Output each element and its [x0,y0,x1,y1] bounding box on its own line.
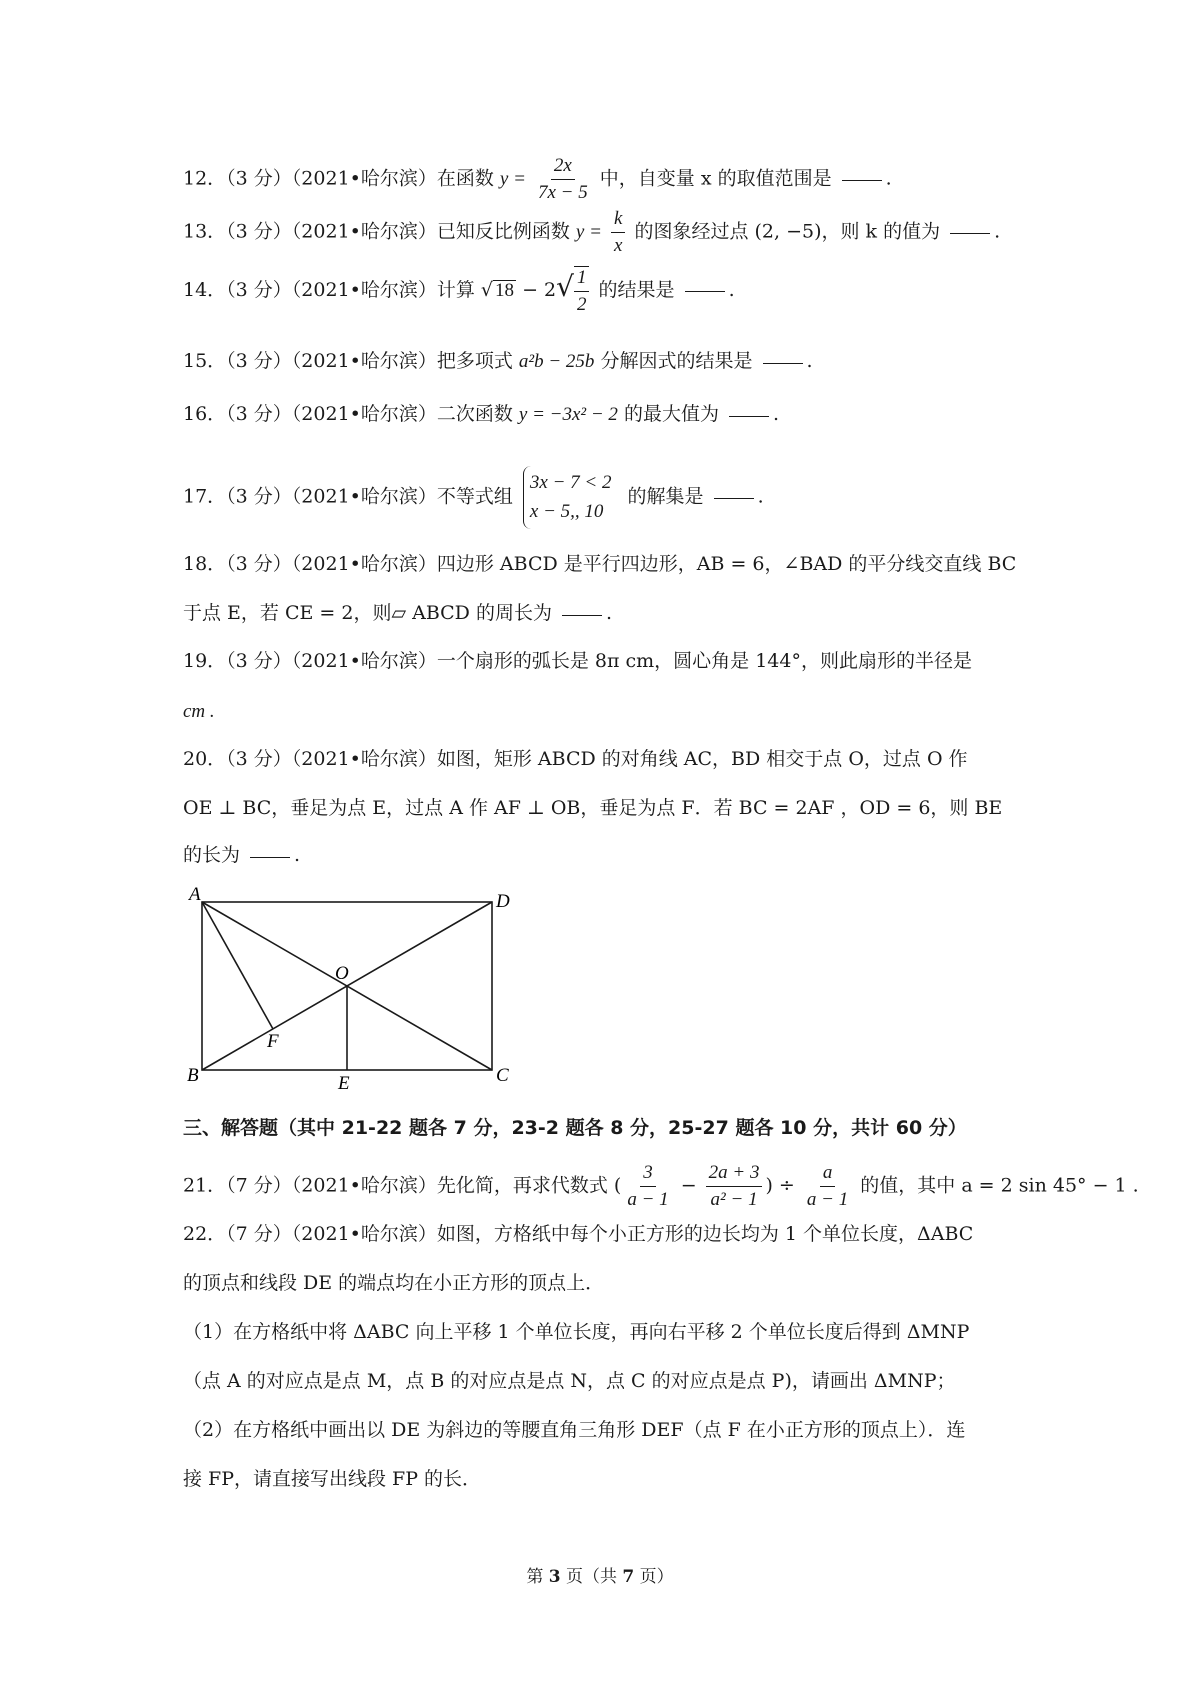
question-22-line-1: 22．（7 分）（2021•哈尔滨）如图，方格纸中每个小正方形的边长均为 1 个单位长度，ΔABC [183,1223,974,1245]
question-22-line-3: （1）在方格纸中将 ΔABC 向上平移 1 个单位长度，再向右平移 2 个单位长度后得到 ΔMNP [183,1321,970,1343]
q14-radicand: 18 [495,279,515,301]
q15-end: . [806,350,813,372]
q21-fraction-2 [706,1162,763,1211]
q13-end: . [994,220,1001,243]
page-number: 3 [548,1567,561,1587]
q14-denominator: 2 [576,293,587,315]
q20-end: . [294,844,301,866]
q15-prefix: 15．（3 分）（2021•哈尔滨）把多项式 [183,350,519,372]
q17-end: . [757,485,764,508]
rectangle-diagram [185,885,515,1090]
q14-mid: − 2 [522,278,557,301]
footer-text-c: 页） [634,1567,674,1587]
footer-text-b: 页（共 [560,1567,623,1587]
q13-prefix: 13．（3 分）（2021•哈尔滨）已知反比例函数 [183,220,576,243]
question-22-line-2: 的顶点和线段 DE 的端点均在小正方形的顶点上． [183,1272,605,1294]
total-pages: 7 [622,1567,635,1587]
q21-f1-denominator: a − 1 [627,1188,669,1210]
question-20-line-2: OE ⊥ BC，垂足为点 E，过点 A 作 AF ⊥ OB，垂足为点 F．若 BC = 2AF ，OD = 6，则 BE [183,797,1003,819]
section-3-heading: 三、解答题（其中 21-22 题各 7 分，23-2 题各 8 分，25-27 题各 10 分，共计 60 分） [183,1117,967,1139]
question-22-line-6: 接 FP，请直接写出线段 FP 的长． [183,1468,482,1490]
question-22-line-5: （2）在方格纸中画出以 DE 为斜边的等腰直角三角形 DEF（点 F 在小正方形的顶点上）．连 [183,1419,966,1441]
question-15 [183,352,813,371]
answer-blank [763,361,803,364]
answer-blank [685,289,725,292]
label-f: F [267,1031,279,1052]
question-19-line-1: 19．（3 分）（2021•哈尔滨）一个扇形的弧长是 8π cm，圆心角是 144°，则此扇形的半径是 [183,650,972,672]
q12-fraction [535,155,591,204]
question-19-line-2: cm . [183,701,215,722]
q21-f3-denominator: a − 1 [806,1188,849,1210]
q21-f2-denominator: a² − 1 [710,1188,758,1210]
q12-end: . [885,167,892,190]
answer-blank [562,613,602,616]
q14-prefix: 14．（3 分）（2021•哈尔滨）计算 [183,278,481,301]
q21-suffix: 的值，其中 a = 2 sin 45° − 1 . [854,1174,1139,1197]
q17-suffix: 的解集是 [627,485,710,508]
q21-minus: − [674,1174,703,1197]
question-20-line-1: 20．（3 分）（2021•哈尔滨）如图，矩形 ABCD 的对角线 AC，BD 相交于点 O，过点 O 作 [183,748,968,770]
q14-numerator: 1 [574,267,590,292]
question-13 [183,208,1000,257]
q14-fraction [574,266,590,316]
q18-end: . [605,602,613,624]
answer-blank [950,231,990,234]
question-18-line-2 [183,604,612,623]
q21-prefix: 21．（7 分）（2021•哈尔滨）先化简，再求代数式 ( [183,1174,622,1197]
segment-af [202,902,273,1029]
q14-suffix: 的结果是 [598,278,681,301]
q17-line-1: 3x − 7 < 2 [529,472,612,493]
question-12 [183,155,892,204]
label-b: B [187,1065,199,1086]
q14-end: . [728,278,735,301]
label-a: A [189,885,201,905]
q13-mid: 的图象经过点 (2, −5)，则 k 的值为 [634,220,947,243]
q21-divide: ) ÷ [765,1174,801,1197]
q16-expression: y = −3x² − 2 [518,404,618,425]
q13-numerator: k [611,208,625,233]
q21-f2-numerator: 2a + 3 [706,1162,763,1187]
q13-fraction [611,208,625,257]
q12-numerator: 2x [551,155,575,180]
sqrt-icon: √ [480,278,494,301]
question-20-line-3 [183,846,300,865]
q12-denominator: 7x − 5 [537,181,588,203]
footer-text-a: 第 [526,1567,549,1587]
label-o: O [335,963,349,984]
q15-expression: a²b − 25b [518,351,595,372]
q21-fraction-3 [804,1162,851,1211]
q12-suffix: 中，自变量 x 的取值范围是 [599,167,838,190]
q16-end: . [773,403,780,425]
q17-prefix: 17．（3 分）（2021•哈尔滨）不等式组 [183,485,513,508]
q17-line-2: x − 5,, 10 [529,500,604,522]
q21-f3-numerator: a [820,1162,836,1187]
question-22-line-4: （点 A 的对应点是点 M，点 B 的对应点是点 N，点 C 的对应点是点 P)，请画出 ΔMNP； [183,1370,956,1392]
question-14 [183,266,735,316]
answer-blank [250,855,290,858]
q21-f1-numerator: 3 [640,1162,656,1187]
q13-denominator: x [613,234,623,256]
question-17 [183,466,764,529]
q16-suffix: 的最大值为 [623,403,726,425]
q21-fraction-1 [624,1162,671,1211]
question-18-line-1: 18．（3 分）（2021•哈尔滨）四边形 ABCD 是平行四边形，AB = 6，∠BAD 的平分线交直线 BC [183,553,1017,575]
q16-prefix: 16．（3 分）（2021•哈尔滨）二次函数 [183,403,519,425]
question-16 [183,405,779,424]
label-d: D [496,891,510,912]
q18-line-2-text: 于点 E，若 CE = 2，则▱ ABCD 的周长为 [183,602,558,624]
q12-y: y = [499,168,526,190]
question-21 [183,1162,1139,1211]
label-c: C [496,1065,509,1086]
sqrt-icon: √ [556,269,574,303]
answer-blank [842,178,882,181]
q12-prefix: 12．（3 分）（2021•哈尔滨）在函数 [183,167,500,190]
q13-y: y = [575,221,602,243]
q17-inequality-system [523,466,618,529]
label-e: E [338,1073,350,1090]
answer-blank [714,496,754,499]
q15-suffix: 分解因式的结果是 [600,350,759,372]
answer-blank [729,414,769,417]
q20-line-3-text: 的长为 [183,844,247,866]
page-footer [0,1562,1200,1587]
